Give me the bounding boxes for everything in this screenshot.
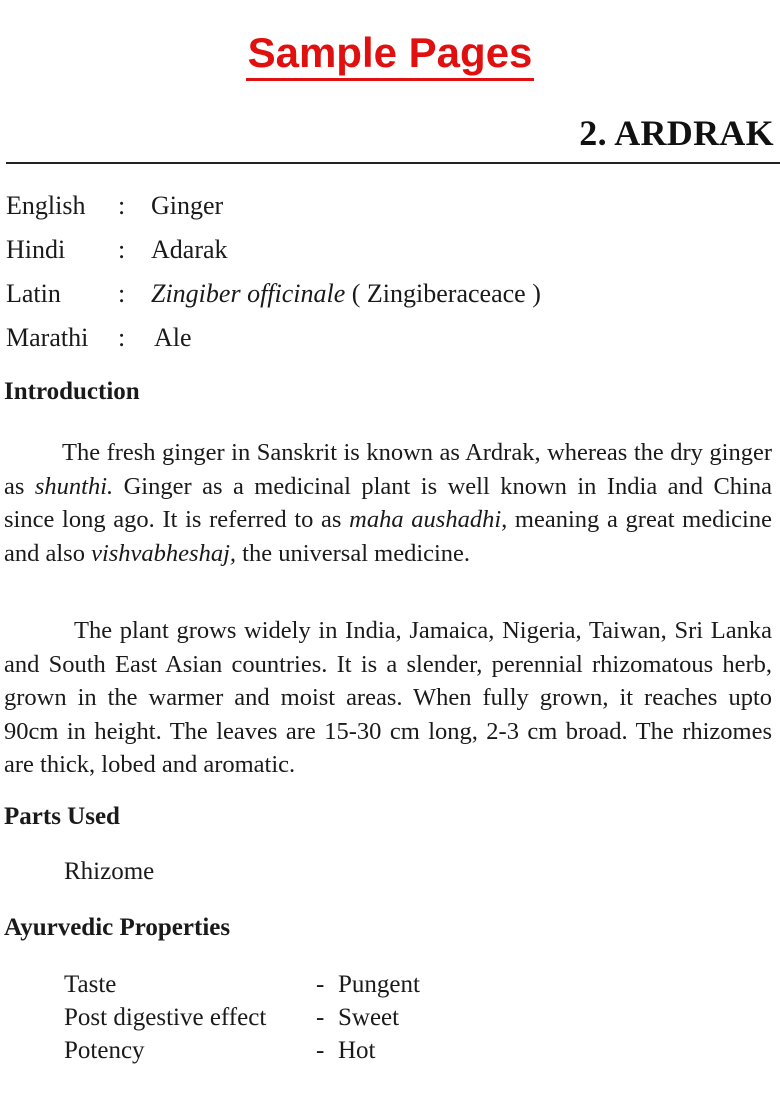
name-label: Marathi — [6, 323, 89, 352]
property-key: Taste — [64, 971, 117, 998]
latin-binomial: Zingiber officinale — [151, 279, 346, 308]
name-separator: : — [118, 235, 126, 264]
title-divider — [6, 162, 780, 164]
name-separator: : — [118, 191, 126, 220]
chapter-title: 2. ARDRAK — [579, 113, 774, 153]
name-value: Adarak — [151, 235, 228, 264]
latin-family: ( Zingiberaceace ) — [345, 279, 541, 308]
name-separator: : — [118, 323, 126, 352]
property-key: Post digestive effect — [64, 1004, 267, 1031]
introduction-paragraph-1: The fresh ginger in Sanskrit is known as Ardrak, whereas the dry ginger as shunthi. Ginger as a medicinal plant is well known in India and China since long ago. It is referred to as maha aushadhi, meaning a great medicine and also vishvabheshaj, the universal medicine. — [4, 439, 772, 567]
name-separator: : — [118, 279, 126, 308]
banner-title: Sample Pages — [246, 28, 535, 81]
property-value: Hot — [338, 1037, 376, 1064]
property-dash: - — [316, 1004, 325, 1031]
property-value: Sweet — [338, 1004, 400, 1031]
ayurvedic-properties-heading: Ayurvedic Properties — [4, 914, 231, 941]
sample-pages-banner — [0, 28, 780, 81]
property-dash: - — [316, 1037, 325, 1064]
property-key: Potency — [64, 1037, 145, 1064]
introduction-paragraph-2: The plant grows widely in India, Jamaica, Nigeria, Taiwan, Sri Lanka and South East Asian countries. It is a slender, perennial rhizomatous herb, grown in the warmer and moist areas. When fully grown, it reaches upto 90cm in height. The leaves are 15-30 cm long, 2-3 cm broad. The rhizomes are thick, lobed and aromatic. — [4, 617, 772, 778]
parts-used-heading: Parts Used — [4, 803, 120, 830]
introduction-heading: Introduction — [4, 378, 140, 405]
parts-used-value: Rhizome — [64, 858, 155, 885]
property-dash: - — [316, 971, 325, 998]
name-value: Ginger — [151, 191, 224, 220]
property-value: Pungent — [338, 971, 420, 998]
name-label: English — [6, 191, 86, 220]
name-label: Hindi — [6, 235, 66, 264]
name-value: Ale — [154, 323, 192, 352]
name-label: Latin — [6, 279, 61, 308]
name-value — [151, 276, 541, 312]
